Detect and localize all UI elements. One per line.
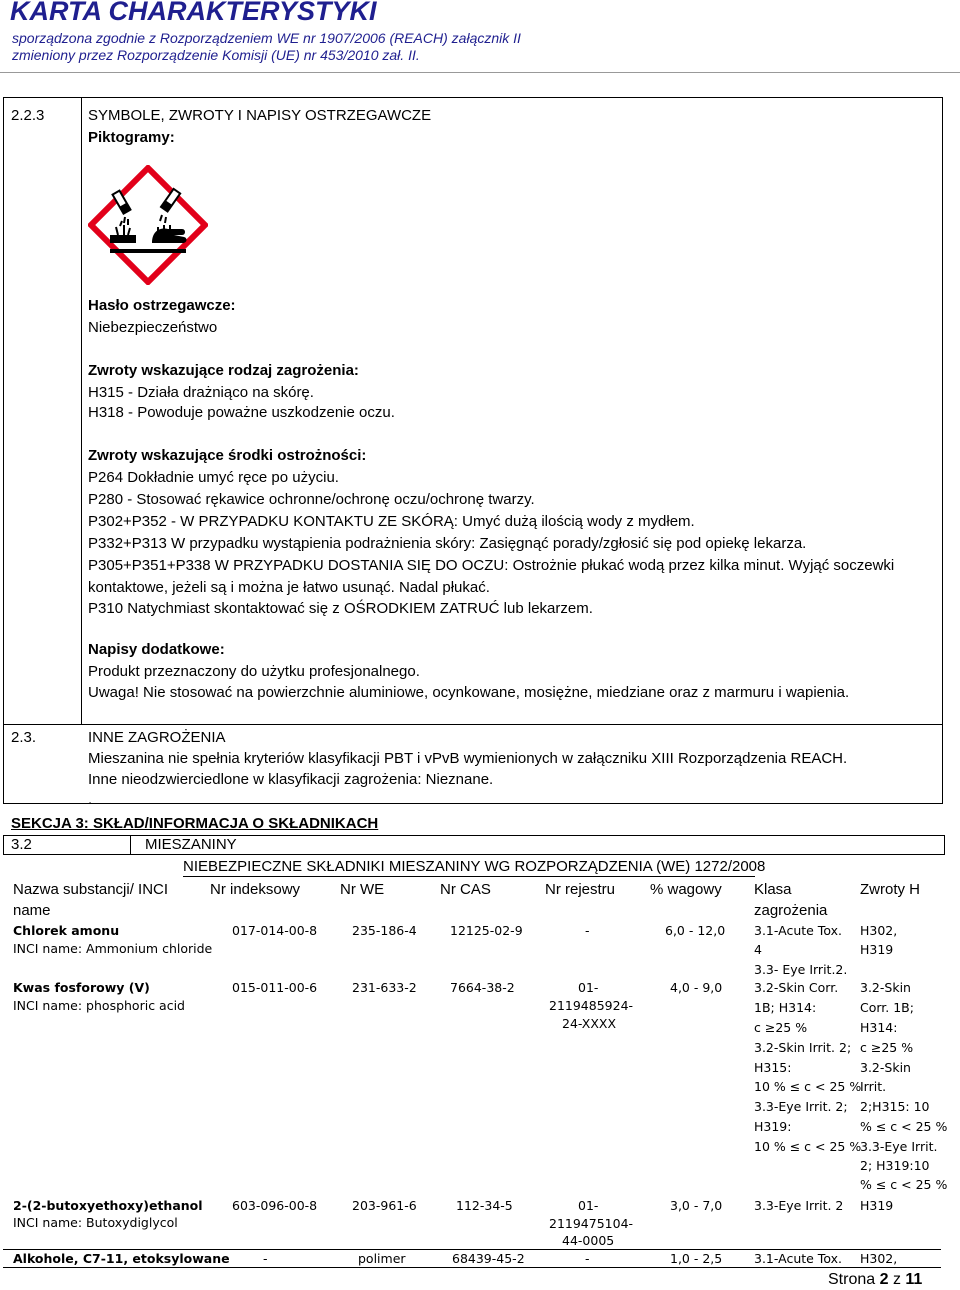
row4-registration: -: [585, 1251, 590, 1266]
hazard-h318: H318 - Powoduje poważne uszkodzenie oczu.: [88, 404, 395, 421]
section-2-2-3-title: SYMBOLE, ZWROTY I NAPISY OSTRZEGAWCZE: [88, 107, 432, 124]
document-subtitle-2: zmieniony przez Rozporządzenie Komisji (UE) nr 453/2010 zał. II.: [12, 47, 420, 63]
header-weight-percent: % wagowy: [650, 881, 722, 898]
row2-h-11: % ≤ c < 25 %: [860, 1177, 948, 1192]
precaution-p305-line1: P305+P351+P338 W PRZYPADKU DOSTANIA SIĘ DO OCZU: Ostrożnie płukać wodą przez kilka minut. Wyjąć soczewki: [88, 557, 895, 574]
section-3-title: SEKCJA 3: SKŁAD/INFORMACJA O SKŁADNIKACH: [11, 815, 379, 832]
row4-top-border: [3, 1249, 941, 1250]
other-hazards-line1: Mieszanina nie spełnia kryteriów klasyfikacji PBT i vPvB wymienionych w załączniku XIII Rozporządzenia REACH.: [88, 750, 848, 767]
hazard-statements-label: Zwroty wskazujące rodzaj zagrożenia:: [88, 362, 359, 379]
row2-weight: 4,0 - 9,0: [670, 980, 723, 995]
row4-we: polimer: [358, 1251, 406, 1266]
row2-class-1: 3.2-Skin Corr.: [754, 980, 839, 995]
row2-h-2: Corr. 1B;: [860, 1000, 914, 1015]
row1-class-1: 3.1-Acute Tox.: [754, 923, 842, 938]
precaution-p264: P264 Dokładnie umyć ręce po użyciu.: [88, 469, 339, 486]
row3-class-1: 3.3-Eye Irrit. 2: [754, 1198, 844, 1213]
precaution-p310: P310 Natychmiast skontaktować się z OŚRODKIEM ZATRUĆ lub lekarzem.: [88, 600, 593, 617]
additional-info-label: Napisy dodatkowe:: [88, 641, 225, 658]
row2-registration-3: 24-XXXX: [562, 1016, 617, 1031]
corrosion-icon: [88, 165, 208, 285]
row1-h-1: H302,: [860, 923, 898, 938]
total-pages: 11: [905, 1271, 923, 1288]
precaution-p280: P280 - Stosować rękawice ochronne/ochronę oczu/ochronę twarzy.: [88, 491, 535, 508]
row2-class-3: c ≥25 %: [754, 1020, 808, 1035]
row3-index: 603-096-00-8: [232, 1198, 318, 1213]
row2-class-7: 3.3-Eye Irrit. 2;: [754, 1099, 848, 1114]
row3-registration-2: 2119475104-: [549, 1216, 634, 1231]
row2-h-7: 2;H315: 10: [860, 1099, 930, 1114]
row2-h-8: % ≤ c < 25 %: [860, 1119, 948, 1134]
row2-h-9: 3.3-Eye Irrit.: [860, 1139, 938, 1154]
row4-bottom-border: [3, 1267, 941, 1268]
row1-substance-name: Chlorek amonu: [13, 923, 120, 938]
row3-inci-name: INCI name: Butoxydiglycol: [13, 1215, 178, 1230]
row2-h-4: c ≥25 %: [860, 1040, 914, 1055]
row1-cas: 12125-02-9: [450, 923, 523, 938]
signal-word-label: Hasło ostrzegawcze:: [88, 297, 236, 314]
row2-we: 231-633-2: [352, 980, 417, 995]
row3-weight: 3,0 - 7,0: [670, 1198, 723, 1213]
row2-class-2: 1B; H314:: [754, 1000, 817, 1015]
row3-substance-name: 2-(2-butoxyethoxy)ethanol: [13, 1198, 203, 1213]
row2-class-6: 10 % ≤ c < 25 %: [754, 1079, 862, 1094]
pictograms-label: Piktogramy:: [88, 129, 175, 146]
row3-registration-3: 44-0005: [562, 1233, 615, 1248]
row2-class-9: 10 % ≤ c < 25 %: [754, 1139, 862, 1154]
table-caption: NIEBEZPIECZNE SKŁADNIKI MIESZANINY WG ROZPORZĄDZENIA (WE) 1272/2008: [183, 858, 766, 875]
row3-we: 203-961-6: [352, 1198, 417, 1213]
row2-h-1: 3.2-Skin: [860, 980, 911, 995]
precaution-p302: P302+P352 - W PRZYPADKU KONTAKTU ZE SKÓRĄ: Umyć dużą ilością wody z mydłem.: [88, 513, 695, 530]
section-column-divider: [81, 97, 82, 725]
row1-weight: 6,0 - 12,0: [665, 923, 726, 938]
row2-index: 015-011-00-6: [232, 980, 318, 995]
row4-h-1: H302,: [860, 1251, 898, 1266]
row3-h-1: H319: [860, 1198, 894, 1213]
signal-word: Niebezpieczeństwo: [88, 319, 218, 336]
page-word: Strona: [828, 1271, 876, 1288]
row4-class-1: 3.1-Acute Tox.: [754, 1251, 842, 1266]
page-number: [828, 1271, 922, 1289]
additional-info-line2: Uwaga! Nie stosować na powierzchnie aluminiowe, ocynkowane, mosiężne, miedziane oraz z marmuru i wapienia.: [88, 684, 850, 701]
header-hazard-class-line1: Klasa: [754, 881, 792, 898]
header-h-statements: Zwroty H: [860, 881, 920, 898]
section-row-divider: [3, 724, 943, 725]
precaution-statements-label: Zwroty wskazujące środki ostrożności:: [88, 447, 367, 464]
row1-we: 235-186-4: [352, 923, 417, 938]
section-2-3-number: 2.3.: [11, 729, 37, 746]
section-3-2-divider: [130, 835, 131, 855]
other-hazards-line2: Inne nieodzwierciedlone w klasyfikacji zagrożenia: Nieznane.: [88, 771, 494, 788]
header-registration: Nr rejestru: [545, 881, 616, 898]
header-name-line2: name: [13, 902, 51, 919]
page-of: z: [892, 1271, 901, 1288]
row2-class-5: H315:: [754, 1060, 792, 1075]
row2-class-4: 3.2-Skin Irrit. 2;: [754, 1040, 852, 1055]
other-hazards-dot: .: [88, 791, 93, 808]
header-cas: Nr CAS: [440, 881, 491, 898]
row1-class-3: 3.3- Eye Irrit.2.: [754, 962, 848, 977]
row4-weight: 1,0 - 2,5: [670, 1251, 723, 1266]
additional-info-line1: Produkt przeznaczony do użytku profesjonalnego.: [88, 663, 420, 680]
row2-registration-1: 01-: [578, 980, 599, 995]
document-title: KARTA CHARAKTERYSTYKI: [10, 0, 377, 26]
row3-registration-1: 01-: [578, 1198, 599, 1213]
precaution-p305-line2: kontaktowe, jeżeli są i można je łatwo usunąć. Nadal płukać.: [88, 579, 490, 596]
row2-registration-2: 2119485924-: [549, 998, 634, 1013]
row2-inci-name: INCI name: phosphoric acid: [13, 998, 185, 1013]
section-3-2-title: MIESZANINY: [145, 836, 237, 853]
precaution-p332: P332+P313 W przypadku wystąpienia podrażnienia skóry: Zasięgnąć porady/zgłosić się pod opiekę lekarza.: [88, 535, 807, 552]
row1-index: 017-014-00-8: [232, 923, 318, 938]
document-subtitle-1: sporządzona zgodnie z Rozporządzeniem WE nr 1907/2006 (REACH) załącznik II: [12, 30, 521, 46]
row2-h-5: 3.2-Skin: [860, 1060, 911, 1075]
header-we: Nr WE: [340, 881, 385, 898]
current-page: 2: [879, 1271, 889, 1288]
table-caption-underline: [183, 876, 755, 877]
row2-class-8: H319:: [754, 1119, 792, 1134]
row1-inci-name: INCI name: Ammonium chloride: [13, 941, 213, 956]
row2-cas: 7664-38-2: [450, 980, 515, 995]
row4-cas: 68439-45-2: [452, 1251, 525, 1266]
row1-registration: -: [585, 923, 590, 938]
header-name-line1: Nazwa substancji/ INCI: [13, 881, 169, 898]
hazard-h315: H315 - Działa drażniąco na skórę.: [88, 384, 314, 401]
row2-h-6: Irrit.: [860, 1079, 887, 1094]
header-hazard-class-line2: zagrożenia: [754, 902, 828, 919]
header-index: Nr indeksowy: [210, 881, 301, 898]
section-3-2-number: 3.2: [11, 836, 32, 853]
row1-h-2: H319: [860, 942, 894, 957]
section-2-2-3-number: 2.2.3: [11, 107, 45, 124]
row3-cas: 112-34-5: [456, 1198, 513, 1213]
section-2-3-title: INNE ZAGROŻENIA: [88, 729, 226, 746]
row2-h-10: 2; H319:10: [860, 1158, 930, 1173]
row2-substance-name: Kwas fosforowy (V): [13, 980, 150, 995]
row4-substance-name: Alkohole, C7-11, etoksylowane: [13, 1251, 230, 1266]
row1-class-2: 4: [754, 942, 762, 957]
header-divider: [0, 72, 960, 73]
row2-h-3: H314:: [860, 1020, 898, 1035]
row4-index: -: [263, 1251, 268, 1266]
